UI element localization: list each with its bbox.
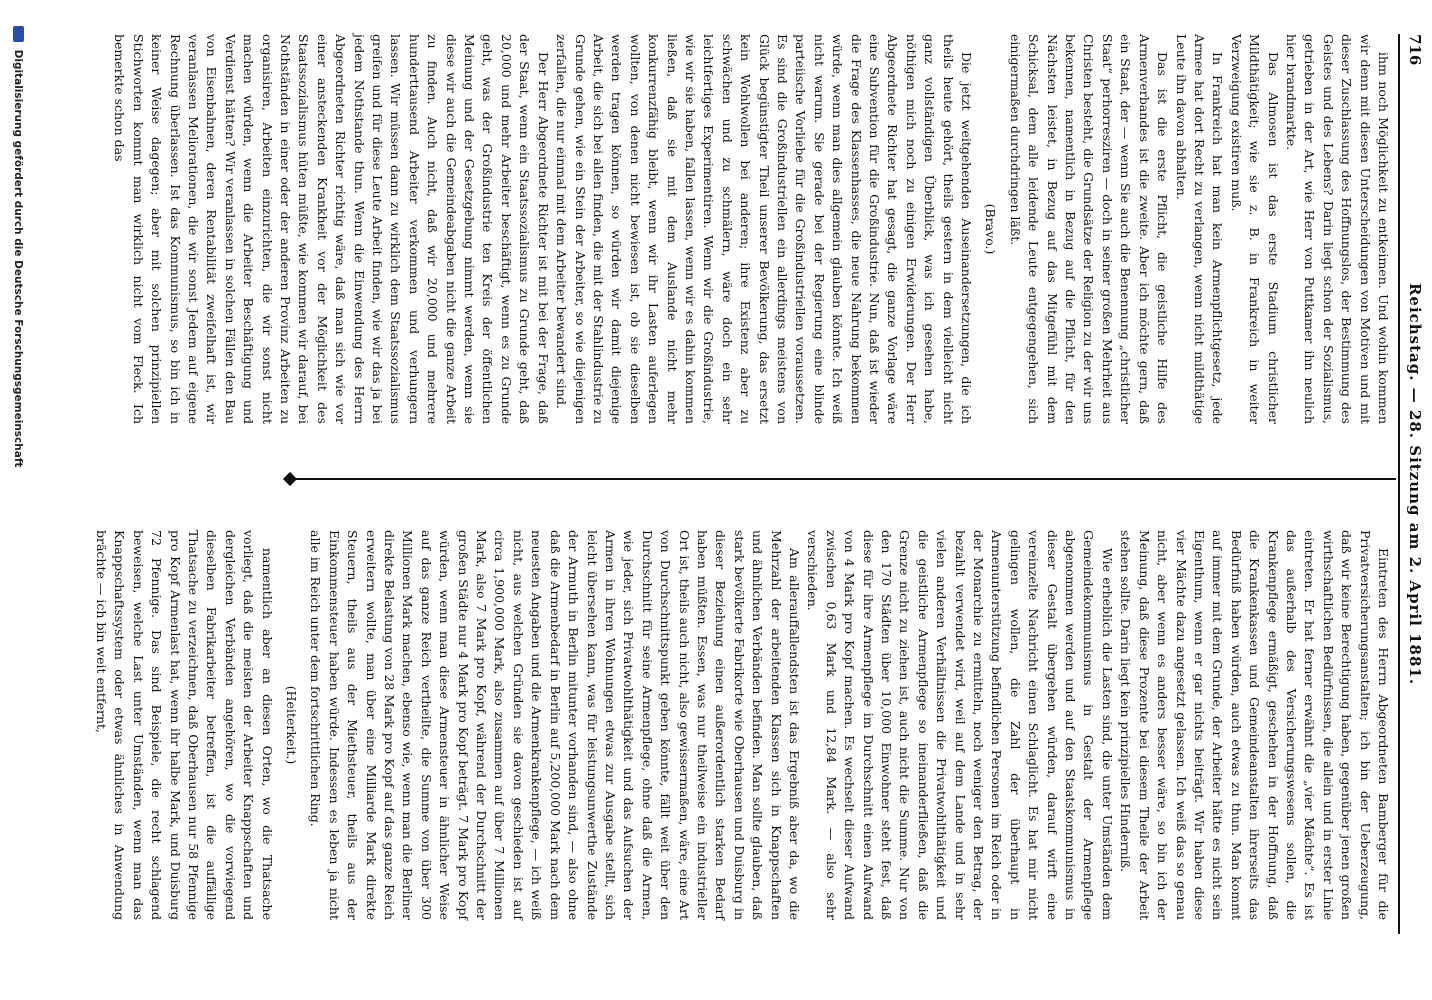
right-column <box>92 530 1392 920</box>
divider-marker <box>283 472 297 486</box>
digitization-credit <box>6 26 24 960</box>
applause-note: (Bravo.) <box>983 203 999 255</box>
header-rule <box>1398 34 1400 934</box>
page-number: 716 <box>1406 34 1424 66</box>
paragraph: In Frankreich hat man kein Armenpflichtgesetz, jede Armee hat dort Recht zu verlangen, wenn nicht mildthätige Leute ihn davon abhalten. <box>1173 34 1226 424</box>
paragraph: Der Herr Abgeordnete Richter ist mit bei der Frage, daß der Staat, wenn ein Staatssozialismus zu Grunde geht, daß 20,000 und mehr Arbeiter beschäftigt, wenn es zu Grunde geht, was der Großindustrie ten Kreis der öffentlichen Meinung und der Gesetzgebung nimmt werden, wenn sie diese wir auch die Gemeindeabgaben nicht die ganze Arbeit zu finden. Auch nicht, daß wir 20,000 und mehrere hunderttausend Arbeiter verkommen und verhungern lassen. Wir müssen dann zu wirklich dem Staatssozialismus greifen und für diese Leute Arbeit finden, wie wir das ja bei jedem Nothstande thun. Wenn die Einwendung des Herrn Abgeordneten Richter richtig wäre, daß man sich wie vor einer ansteckenden Krankheit vor der Möglichkeit des Staatssozialismus hüten müßte, wie kommen wir darauf, bei Nothständen in einer oder der anderen Provinz Arbeiten zu organisiren, Arbeiten einzurichten, die wir sonst nicht machen würden, wenn die Arbeiter Beschäftigung und Verdienst hätten? Wir veranlassen in solchen Fällen den Bau von Eisenbahnen, deren Rentabilität zweifelhaft ist, wir veranlassen Meliorationen, die wir sonst Jedem auf eigene Rechnung überlassen. Ist das Kommunismus, so bin ich in keiner Weise dagegen; aber mit solchen prinzipiellen Stichworten kommt man wirklich nicht vom Fleck. Ich bemerkte schon das <box>112 34 551 424</box>
paragraph: Das ist die erste Pflicht, die geistliche Hilfe des Armenverbandes ist die zweite. Aber ich möchte gern, daß ein Staat, der — wenn Sie auch die Benennung „christlicher Staat“ perhorresziren — doch in seiner großen Mehrheit aus Christen besteht, die Grundsätze der Religion zu der wir uns bekennen, namentlich in Bezug auf die Pflicht, für den Nächsten leistet, in Bezug auf das Mitgefühl mit dem Schicksal, dem alle leidende Leute entgegengehen, sich einigermaßen durchdringen läßt. <box>1007 34 1171 424</box>
paragraph: ihm noch Möglichkeit zu entkeimen. Und wohin kommen wir denn mit diesen Unterscheidungen von Motiven und mit dieser Zuschlassung des Hoffnungslos, der Bestimmung des Geistes und des Lebens? Darin liegt schon der Sozialismus, getrieben in der Art, wie Herr von Puttkamer ihn neulich hier brandmarkte. <box>1283 34 1391 424</box>
paragraph: Eintreten des Herrn Abgeordneten Bamberger für die Privatversicherungsanstalten; ich bin der Ueberzeugung, daß wir keine Berechtigung haben, gegenüber jenen großen wirthschaftlichen Bedürfnissen, die allein und in erster Linie eintreten. Er hat ferner erwähnt die „vier Mächte“. Es ist das außerhalb des Versicherungswesens sollen, die Krankenpflege ermäßigt, geschehen in der Hoffnung, daß die Krankenkassen und Gemeindeanstalten ihrerseits das Bedürfniß haben würden, auch etwas zu thun. Man kommt auf immer mit dem Grunde, der Arbeiter hätte es nicht sein Eigenthum, wenn er gar nichts beiträgt. Wir haben diese vier Mächte dazu angesetzt gelassen. Ich weiß das so genau nicht, aber wenn es anders besser wäre, so bin ich der Meinung, daß diese Prozente bei diesem Theile der Arbeit stehen sollte. Darin liegt kein prinzipielles Hinderniß. <box>1118 530 1391 920</box>
paragraph: Die jetzt weitgehenden Auseinandersetzungen, die ich theils heute gehört, theils gestern in dem vielleicht nicht ganz vollständigen Überblick, was ich gesehen habe, nöthigen mich noch zu einigen Erwiderungen. Der Herr Abgeordnete Richter hat gesagt, die ganze Vorlage wäre eine Subvention für die Großindustrie. Nun, daß ist wieder die Frage des Klassenhasses, die neue Nahrung bekommen würde, wenn man dies allgemein glauben könnte. Ich weiß nicht warum. Sie gerade bei der Regierung eine blinde parteiische Vorliebe für die Großindustriellen voraussetzen. Es sind die Großindustriellen ein allerdings meistens von Glück begünstigter Theil unserer Bevölkerung, das ersetzt kein Wohlwollen bei anderen; ihre Existenz aber zu schwächen und zu schmälern, wäre doch ein sehr leichtfertiges Experimentiren. Wenn wir die Großindustrie, wie wir sie haben, fallen lassen, wenn wir es dahin kommen ließen, daß sie mit dem Auslande nicht mehr konkurrenzfähig bleibt, wenn wir ihr Lasten auferlegen wollten, von denen nicht bewiesen ist, ob sie dieselben werden tragen können, so würden wir damit diejenige Arbeit, die sich bei allen finden, die mit der Stahlindustrie zu Grunde gehen, wie ein Stein der Arbeiter, so wie diejenigen zerfallen, die nur einmal mit dem Arbeiter bewandert sind. <box>554 34 975 424</box>
page-header <box>1402 34 1424 934</box>
paragraph: namentlich aber an diesen Orten, wo die Thatsache vorliegt, daß die meisten der Arbeiter Knappschaften und dergleichen Verbänden angehören, wo die vorwiegend dieselben Fabrikarbeiter betreffen, ist die auffällige Thatsache zu verzeichnen, daß Oberhausen nur 58 Pfennige pro Kopf Armenlast hat, wenn ihr halbe Mark, und Duisburg 72 Pfennige. Das sind Beispiele, die recht schlagend beweisen, welche Last unter Umständen, wenn man das Knappschaftssystem oder etwas ähnliches in Anwendung brächte — ich bin weit entfernt, <box>93 530 275 920</box>
paragraph: Am allerauffallendsten ist das Ergebniß aber da, wo die Mehrzahl der arbeitenden Klassen sich in Knappschaften und ähnlichen Verbänden befinden. Man sollte glauben, daß stark bevölkerte Fabrikorte wie Oberhausen und Duisburg in dieser Beziehung einen außerordentlich starken Bedarf haben müßten. Essen, was nur theilweise ein industrieller Ort ist, theils auch nicht, also gewissermaßen, wäre, eine Art von Durchschnittspunkt geben könnte, fällt weit über den Durchschnitt für seine Armenpflege, ohne daß die Armen, wie jeder, sich Privatwohlthätigkeit und das Aufsuchen der Armen in ihren Wohnungen etwas zur Ausgabe stellt, sich leicht übersehen kann, was für leistungsunwerthe Zustände der Armuth in Berlin mitunter vorhanden sind, — also ohne daß die Armenbedarf in Berlin auf 5,200,000 Mark nach dem neuesten Angaben und die Armenkrankenpflege, — ich weiß nicht, aus welchen Gründen sie davon geschieden ist auf circa 1,900,000 Mark, also zusammen auf über 7 Millionen Mark, also 7 Mark pro Kopf, während der Durchschnitt der großen Städte nur 4 Mark pro Kopf beträgt. 7 Mark pro Kopf würden, wenn man diese Armensteuer in ähnlicher Weise auf das ganze Reich vertheilte, die Summe von über 300 Millionen Mark machen, ebenso wie, wenn man die Berliner direkte Belastung von 28 Mark pro Kopf auf das ganze Reich erweitern wollte, man über eine Milliarde Mark direkte Steuern, theils aus der Miethsteuer, theils aus der Einkommensteuer haben würde. Indessen es leben ja nicht alle im Reich unter dem fortschrittlichen Ring. <box>308 530 802 920</box>
paragraph: Wie erheblich die Lasten sind, die unter Umständen dem Gemeindekommunismus in Gestalt der Armenpflege abgenommen werden und auf den Staatskommunismus in dieser Gestalt übergehen würden, darauf wirft eine vereinzelte Nachricht einen Schlaglicht. Es hat mir nicht gelingen wollen, die Zahl der überhaupt in Armenunterstützung befindlichen Personen im Reich oder in der Monarchie zu ermitteln, noch weniger den Betrag, der bezahlt verwendet wird, weil auf dem Lande und in sehr vielen anderen Verhältnissen die Privatwohlthätigkeit und die geistliche Armenpflege so ineinanderfließen, daß die Grenze nicht zu ziehen ist, auch nicht die Summe. Nur von den 170 Städten über 10,000 Einwohner steht fest, daß diese für ihre Armenpflege im Durchschnitt einen Aufwand von 4 Mark pro Kopf machen. Es wechselt dieser Aufwand zwischen 0,63 Mark und 12,84 Mark. — also sehr verschieden. <box>805 530 1115 920</box>
paragraph: Das Almosen ist das erste Stadium christlicher Mildthätigkeit; wie sie z. B. in Frankreich in weiter Verzweigung existiren muß. <box>1228 34 1281 424</box>
running-title: Reichstag. — 28. Sitzung am 2. April 1881. <box>1406 282 1424 686</box>
left-column <box>110 34 1392 424</box>
column-divider <box>286 478 1396 480</box>
laughter-note: (Heiterkeit.) <box>284 685 300 765</box>
credit-text: Digitalisierung gefördert durch die Deutsche Forschungsgemeinschaft <box>12 49 24 468</box>
dfg-logo <box>13 26 24 42</box>
